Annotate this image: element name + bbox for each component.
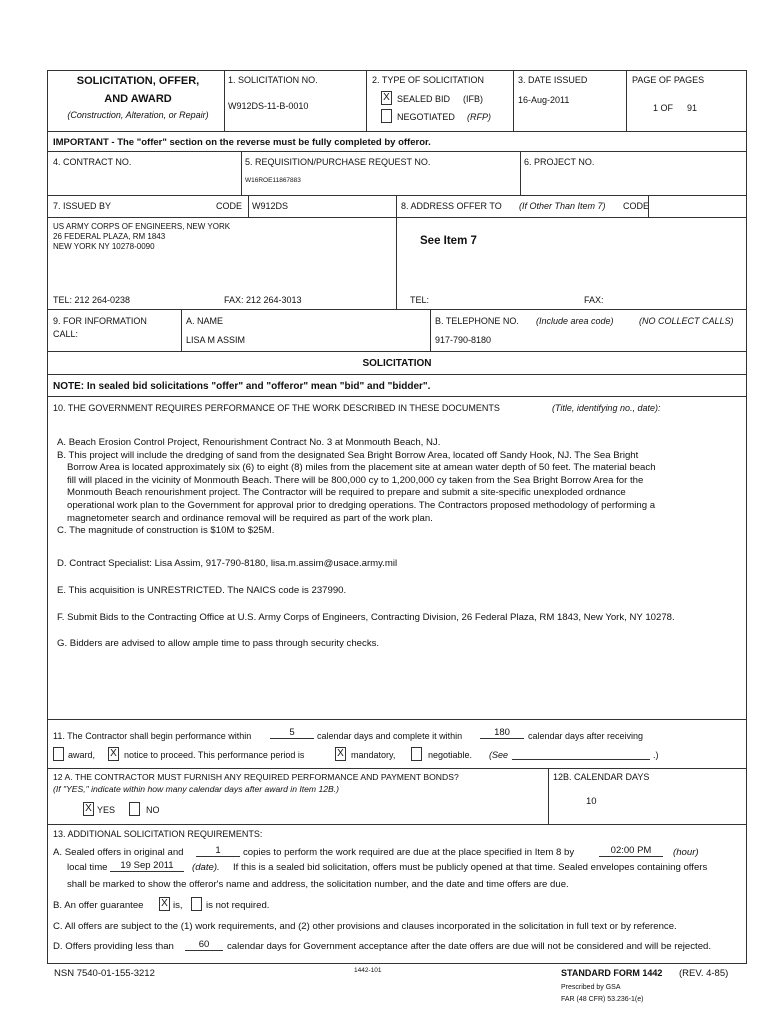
form-title-line3: (Construction, Alteration, or Repair) [67,110,209,120]
item11-text2: calendar days and complete it within [317,731,463,741]
item10-note: (Title, identifying no., date): [552,403,661,413]
offer-tel: TEL: [410,295,430,305]
project-description [57,437,743,538]
page-total: 91 [687,103,698,113]
ntp-label: notice to proceed. This performance period is [124,750,305,760]
address-offer-code-label: CODE [623,201,650,211]
acceptance-days-field[interactable]: 60 [185,939,223,951]
important-note: IMPORTANT - The "offer" section on the reverse must be fully completed by offeror. [53,137,431,148]
item13a-text4: shall be marked to show the offeror's name and address, the solicitation number, and the date and time offers are due. [67,879,569,890]
description-line: Borrow Area is located approximately six (6) to eight (8) miles from the placement site at amean water depth of 50 feet. The material beach [67,462,656,474]
negotiated-checkbox[interactable] [381,109,392,123]
issuer-fax: FAX: 212 264-3013 [224,295,302,305]
form-title-line2: AND AWARD [104,93,172,105]
issued-by-address [53,222,230,252]
item13b-text1: B. An offer guarantee [53,900,144,911]
guarantee-is-label: is, [173,900,183,911]
item10-label: 10. THE GOVERNMENT REQUIRES PERFORMANCE OF THE WORK DESCRIBED IN THESE DOCUMENTS [53,403,500,413]
info-call-label-2: CALL: [53,329,79,339]
copies-field[interactable]: 1 [196,845,240,857]
requisition-no-value: W16ROE11867883 [245,177,301,184]
description-line: B. This project will include the dredging of sand from the designated Sea Bright Borrow Area, located off Sandy Hook, NJ. The Sea Bright [57,449,639,461]
description-line: A. Beach Erosion Control Project, Renourishment Contract No. 3 at Monmouth Beach, NJ. [57,437,441,448]
due-hour-label: (hour) [673,847,699,858]
nsn-number: NSN 7540-01-155-3212 [54,968,155,979]
negotiated-abbr: (RFP) [467,112,491,122]
negotiable-label: negotiable. [428,750,473,760]
description-line: C. The magnitude of construction is $10M to $25M. [57,525,275,537]
award-checkbox[interactable] [53,747,64,761]
ntp-checkbox[interactable]: X [108,747,119,761]
prescribed-by: Prescribed by GSA [561,984,621,991]
form-code: 1442-101 [354,967,382,974]
solicitation-form [47,70,747,964]
due-date-field[interactable]: 19 Sep 2011 [110,860,184,872]
description-line: fill will placed in the vicinity of Monmouth Beach. There will be 800,000 cy to 1,200,000 cy taken from the Sea Bright Borrow Area for the [67,474,644,486]
security-line: G. Bidders are advised to allow ample time to pass through security checks. [57,638,380,649]
solicitation-no-value: W912DS-11-B-0010 [228,101,309,111]
issued-by-code-label: CODE [216,201,243,211]
description-line: magnetometer search and ordinance removal will be required as part of the work plan. [67,512,433,524]
item13c-text: C. All offers are subject to the (1) work requirements, and (2) other provisions and clauses incorporated in the solicitation in full text or by reference. [53,921,677,932]
bonds-no-label: NO [146,805,160,815]
date-issued-label: 3. DATE ISSUED [518,75,588,85]
see-field[interactable] [512,748,650,760]
issuer-tel: TEL: 212 264-0238 [53,295,131,305]
submit-bids-line: F. Submit Bids to the Contracting Office at U.S. Army Corps of Engineers, Contracting Division, 26 Federal Plaza, RM 1843, New York, NY 10278. [57,612,675,623]
bonds-yes-label: YES [97,805,116,815]
negotiable-checkbox[interactable] [411,747,422,761]
telephone-label: B. TELEPHONE NO. [435,316,519,326]
bonds-note: (If "YES," indicate within how many calendar days after award in Item 12B.) [53,784,340,794]
form-title-line1: SOLICITATION, OFFER, [76,75,200,87]
begin-days-field[interactable]: 5 [270,727,314,739]
standard-form-label: STANDARD FORM 1442 [561,968,663,978]
project-no-label: 6. PROJECT NO. [524,157,595,167]
mandatory-label: mandatory, [351,750,396,760]
page-current: 1 OF [653,103,674,113]
acquisition-line: E. This acquisition is UNRESTRICTED. The NAICS code is 237990. [57,585,347,596]
complete-days-field[interactable]: 180 [480,727,524,739]
item13a-text2: copies to perform the work required are due at the place specified in Item 8 by [243,847,575,858]
item13a-text1: A. Sealed offers in original and [53,847,184,858]
guarantee-not-checkbox[interactable] [191,897,202,911]
contact-name-label: A. NAME [186,316,224,326]
solicitation-type-label: 2. TYPE OF SOLICITATION [372,75,485,85]
bonds-label: 12 A. THE CONTRACTOR MUST FURNISH ANY REQUIRED PERFORMANCE AND PAYMENT BONDS? [53,772,459,782]
contract-specialist-line: D. Contract Specialist: Lisa Assim, 917-790-8180, lisa.m.assim@usace.army.mil [57,558,398,569]
requisition-no-label: 5. REQUISITION/PURCHASE REQUEST NO. [245,157,431,167]
issued-by-code-value: W912DS [252,201,289,211]
item13d-text2: calendar days for Government acceptance after the date offers are due will not be considered and will be rejected. [227,941,712,952]
far-reference: FAR (48 CFR) 53.236-1(e) [561,996,644,1003]
see-label: (See [489,750,509,760]
negotiated-label: NEGOTIATED [397,112,455,122]
bonds-no-checkbox[interactable] [129,802,140,816]
offer-fax: FAX: [584,295,604,305]
item13d-text1: D. Offers providing less than [53,941,174,952]
item11-text3: calendar days after receiving [528,731,644,741]
bonds-yes-checkbox[interactable]: X [83,802,94,816]
item13a-text3: If this is a sealed bid solicitation, offers must be publicly opened at that time. Sealed envelopes containing offers [233,862,708,873]
page-of-pages-label: PAGE OF PAGES [632,75,705,85]
info-call-label-1: 9. FOR INFORMATION [53,316,147,326]
sealed-bid-note: NOTE: In sealed bid solicitations "offer" and "offeror" mean "bid" and "bidder". [53,381,431,392]
address-offer-note: (If Other Than Item 7) [519,201,606,211]
telephone-value: 917-790-8180 [435,335,492,345]
area-code-note: (Include area code) [536,316,614,326]
due-time-field[interactable]: 02:00 PM [599,845,663,857]
solicitation-no-label: 1. SOLICITATION NO. [228,75,318,85]
date-issued-value: 16-Aug-2011 [518,95,570,105]
item11-text1: 11. The Contractor shall begin performance within [53,731,252,741]
form-revision: (REV. 4-85) [679,968,729,979]
award-label: award, [68,750,96,760]
due-date-label: (date). [192,862,220,873]
calendar-days-label: 12B. CALENDAR DAYS [553,772,650,782]
sealed-bid-checkbox[interactable]: X [381,91,392,105]
address-line: NEW YORK NY 10278-0090 [53,242,155,251]
address-line: US ARMY CORPS OF ENGINEERS, NEW YORK [53,222,231,231]
local-time-label: local time [67,862,108,873]
guarantee-not-label: is not required. [206,900,270,911]
address-line: 26 FEDERAL PLAZA, RM 1843 [53,232,166,241]
no-collect-note: (NO COLLECT CALLS) [639,316,734,326]
sealed-bid-label: SEALED BID [397,94,451,104]
description-line: operational work plan to the Government for approval prior to dredging operations. The Contractors proposed methodology of performing a [67,499,656,511]
guarantee-is-checkbox[interactable]: X [159,897,170,911]
mandatory-checkbox[interactable]: X [335,747,346,761]
description-line: Monmouth Beach renourishment project. The Contractor will be required to prepare and submit a site-specific unexploded ordnance [67,487,626,499]
address-offer-label: 8. ADDRESS OFFER TO [401,201,502,211]
issued-by-label: 7. ISSUED BY [53,201,112,211]
see-item-7: See Item 7 [420,235,477,247]
calendar-days-value: 10 [586,796,597,807]
solicitation-heading: SOLICITATION [362,358,432,369]
sealed-bid-abbr: (IFB) [463,94,483,104]
additional-reqs-label: 13. ADDITIONAL SOLICITATION REQUIREMENTS: [53,829,263,839]
see-end: .) [653,750,659,760]
contract-no-label: 4. CONTRACT NO. [53,157,132,167]
contact-name-value: LISA M ASSIM [186,335,246,345]
